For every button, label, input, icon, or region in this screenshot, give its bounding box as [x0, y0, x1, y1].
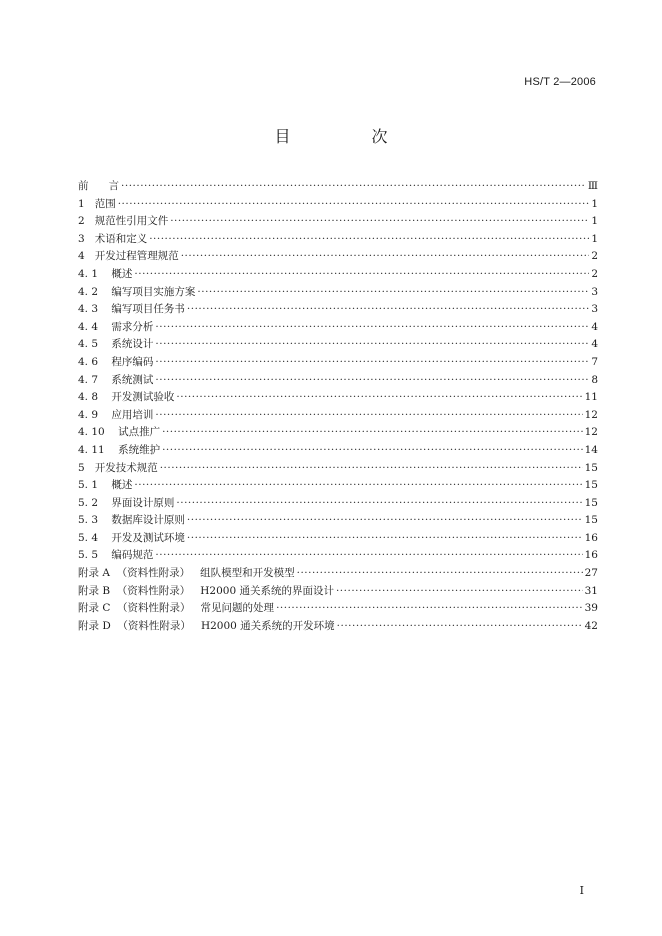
table-of-contents — [78, 178, 598, 635]
toc-dot-leader — [297, 565, 583, 583]
toc-entry-page: 4 — [591, 320, 598, 333]
toc-entry-label: 4. 3 编写项目任务书 — [78, 303, 185, 316]
toc-entry[interactable] — [78, 407, 598, 425]
toc-entry[interactable] — [78, 196, 598, 214]
standard-code: HS/T 2—2006 — [524, 76, 596, 88]
toc-entry[interactable] — [78, 460, 598, 478]
toc-dot-leader — [187, 301, 589, 319]
toc-entry-page: 3 — [591, 285, 598, 298]
toc-entry-label: 附录 B （资料性附录） H2000 通关系统的界面设计 — [78, 584, 334, 597]
toc-entry-label: 4. 1 概述 — [78, 267, 133, 280]
toc-dot-leader — [155, 336, 589, 354]
toc-entry-page: 15 — [584, 496, 598, 509]
toc-entry[interactable] — [78, 477, 598, 495]
toc-dot-leader — [170, 213, 589, 231]
toc-dot-leader — [187, 512, 583, 530]
toc-entry-page: 27 — [584, 567, 598, 580]
toc-entry-page: 15 — [584, 514, 598, 527]
toc-entry-label: 4. 7 系统测试 — [78, 373, 154, 386]
toc-entry[interactable] — [78, 284, 598, 302]
toc-entry[interactable] — [78, 424, 598, 442]
toc-entry[interactable] — [78, 248, 598, 266]
toc-entry-page: 1 — [591, 232, 598, 245]
toc-entry-page: 42 — [584, 619, 598, 632]
toc-dot-leader — [176, 389, 582, 407]
toc-entry-label: 4. 11 系统维护 — [78, 443, 161, 456]
toc-entry[interactable] — [78, 389, 598, 407]
toc-dot-leader — [134, 266, 589, 284]
toc-entry[interactable] — [78, 372, 598, 390]
toc-entry-label: 4. 6 程序编码 — [78, 355, 154, 368]
toc-entry-label: 4. 4 需求分析 — [78, 320, 154, 333]
toc-entry-page: 31 — [584, 584, 598, 597]
toc-entry[interactable] — [78, 178, 598, 196]
toc-entry-label: 5. 2 界面设计原则 — [78, 496, 175, 509]
toc-entry-page: 8 — [591, 373, 598, 386]
toc-entry-page: 12 — [584, 408, 598, 421]
toc-dot-leader — [336, 583, 583, 601]
toc-dot-leader — [162, 424, 583, 442]
toc-entry-label: 4. 8 开发测试验收 — [78, 391, 175, 404]
toc-entry[interactable] — [78, 336, 598, 354]
toc-entry-label: 附录 D （资料性附录） H2000 通关系统的开发环境 — [78, 619, 335, 632]
toc-entry-page: 1 — [591, 215, 598, 228]
toc-dot-leader — [155, 319, 589, 337]
toc-entry[interactable] — [78, 512, 598, 530]
page-number: I — [579, 884, 584, 897]
toc-entry-page: 12 — [584, 426, 598, 439]
toc-entry-page: 2 — [591, 250, 598, 263]
toc-dot-leader — [276, 600, 583, 618]
toc-entry-page: 14 — [584, 443, 598, 456]
page-title: 目 次 — [274, 127, 426, 146]
toc-entry-label: 4. 9 应用培训 — [78, 408, 154, 421]
toc-entry-label: 5. 3 数据库设计原则 — [78, 514, 185, 527]
toc-entry-label: 3 术语和定义 — [78, 232, 148, 245]
toc-entry-label: 5. 4 开发及测试环境 — [78, 531, 185, 544]
toc-dot-leader — [155, 372, 589, 390]
toc-entry-label: 5. 1 概述 — [78, 479, 133, 492]
toc-dot-leader — [162, 442, 583, 460]
toc-dot-leader — [197, 284, 589, 302]
toc-dot-leader — [134, 477, 582, 495]
toc-dot-leader — [155, 407, 582, 425]
toc-dot-leader — [118, 196, 590, 214]
toc-dot-leader — [155, 354, 589, 372]
toc-entry[interactable] — [78, 565, 598, 583]
toc-entry-page: 7 — [591, 355, 598, 368]
toc-dot-leader — [155, 547, 582, 565]
toc-entry-page: 1 — [591, 197, 598, 210]
toc-entry-label: 5. 5 编码规范 — [78, 549, 154, 562]
toc-dot-leader — [187, 530, 583, 548]
toc-entry-label: 4. 2 编写项目实施方案 — [78, 285, 196, 298]
toc-entry-page: 16 — [584, 531, 598, 544]
toc-entry-page: 2 — [591, 267, 598, 280]
toc-entry-label: 2 规范性引用文件 — [78, 215, 169, 228]
toc-entry-page: 3 — [591, 303, 598, 316]
toc-entry[interactable] — [78, 583, 598, 601]
toc-dot-leader — [149, 231, 589, 249]
toc-entry-page: 15 — [584, 461, 598, 474]
toc-entry[interactable] — [78, 618, 598, 636]
toc-entry-label: 5 开发技术规范 — [78, 461, 158, 474]
toc-entry[interactable] — [78, 319, 598, 337]
toc-entry-page: 16 — [584, 549, 598, 562]
toc-entry-label: 4. 10 试点推广 — [78, 426, 161, 439]
toc-entry-label: 附录 C （资料性附录） 常见问题的处理 — [78, 602, 275, 615]
toc-entry[interactable] — [78, 530, 598, 548]
toc-entry[interactable] — [78, 354, 598, 372]
toc-entry-page: 39 — [584, 602, 598, 615]
toc-entry[interactable] — [78, 442, 598, 460]
toc-entry[interactable] — [78, 600, 598, 618]
toc-entry-page: 4 — [591, 338, 598, 351]
toc-dot-leader — [121, 178, 586, 196]
toc-dot-leader — [337, 618, 583, 636]
toc-entry-label: 附录 A （资料性附录） 组队模型和开发模型 — [78, 567, 295, 580]
toc-entry-page: Ⅲ — [587, 180, 598, 192]
toc-entry[interactable] — [78, 213, 598, 231]
toc-entry[interactable] — [78, 547, 598, 565]
toc-entry-page: 15 — [584, 479, 598, 492]
toc-entry[interactable] — [78, 266, 598, 284]
toc-entry-label: 4. 5 系统设计 — [78, 338, 154, 351]
toc-dot-leader — [176, 495, 582, 513]
toc-entry[interactable] — [78, 231, 598, 249]
toc-entry-page: 11 — [584, 391, 598, 404]
toc-entry-label: 4 开发过程管理规范 — [78, 250, 179, 263]
toc-entry[interactable] — [78, 495, 598, 513]
toc-dot-leader — [160, 460, 583, 478]
toc-entry-label: 1 范围 — [78, 197, 116, 210]
toc-dot-leader — [181, 248, 590, 266]
toc-entry-label: 前 言 — [78, 180, 120, 192]
toc-entry[interactable] — [78, 301, 598, 319]
